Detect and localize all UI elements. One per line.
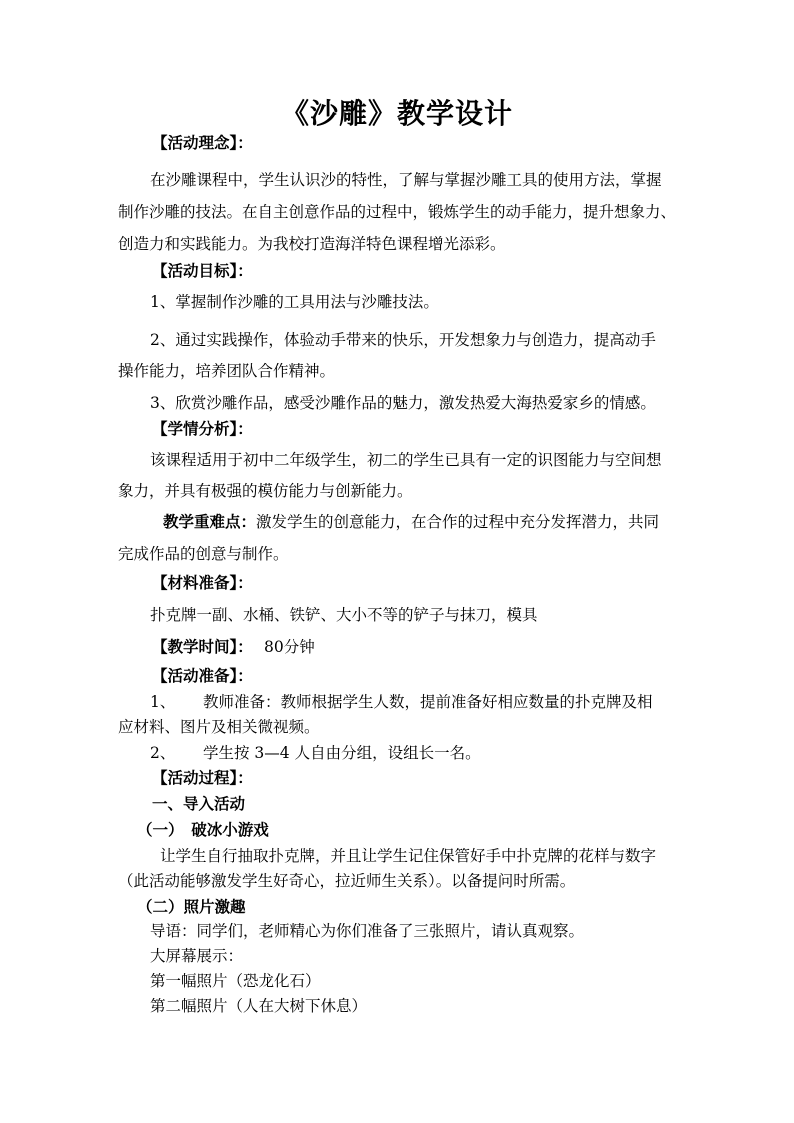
prep-item-1-cont: 应材料、图片及相关微视频。 xyxy=(118,718,320,736)
keypoints-line-2: 完成作品的创意与制作。 xyxy=(118,545,289,563)
concept-line-1: 在沙雕课程中，学生认识沙的特性，了解与掌握沙雕工具的使用方法，掌握 xyxy=(150,171,662,189)
prep-item-2-num: 2、 xyxy=(150,744,176,762)
sub2-line-4: 第二幅照片（人在大树下休息） xyxy=(150,997,368,1015)
time-value: 80分钟 xyxy=(264,638,315,656)
sub1-line-1: 让学生自行抽取扑克牌，并且让学生记住保管好手中扑克牌的花样与数字 xyxy=(160,847,657,865)
prep-item-2-text: 学生按 3—4 人自由分组，设组长一名。 xyxy=(203,744,481,762)
materials-text: 扑克牌一副、水桶、铁铲、大小不等的铲子与抹刀，模具 xyxy=(150,606,538,624)
goal-line-4: 3、欣赏沙雕作品，感受沙雕作品的魅力，激发热爱大海热爱家乡的情感。 xyxy=(150,394,656,412)
analysis-line-1: 该课程适用于初中二年级学生，初二的学生已具有一定的识图能力与空间想 xyxy=(150,451,662,469)
concept-line-3: 创造力和实践能力。为我校打造海洋特色课程增光添彩。 xyxy=(118,235,506,253)
goal-line-1: 1、掌握制作沙雕的工具用法与沙雕技法。 xyxy=(150,293,439,311)
analysis-heading: 【学情分析】： xyxy=(152,419,253,438)
document-title: 《沙雕》教学设计 xyxy=(280,97,513,130)
goal-line-2: 2、通过实践操作，体验动手带来的快乐，开发想象力与创造力，提高动手 xyxy=(150,331,656,349)
sub2-line-3: 第一幅照片（恐龙化石） xyxy=(150,972,321,990)
prep-item-1-text: 教师准备：教师根据学生人数，提前准备好相应数量的扑克牌及相 xyxy=(203,693,653,711)
process-section-1: 一、导入活动 xyxy=(152,794,246,813)
process-sub-2: （二）照片激趣 xyxy=(137,897,246,916)
process-sub-1: （一） 破冰小游戏 xyxy=(137,820,269,839)
materials-heading: 【材料准备】： xyxy=(152,573,253,592)
analysis-line-2: 象力，并具有极强的模仿能力与创新能力。 xyxy=(118,482,413,500)
goals-heading: 【活动目标】： xyxy=(152,261,253,280)
concept-heading: 【活动理念】： xyxy=(152,133,253,152)
concept-line-2: 制作沙雕的技法。在自主创意作品的过程中，锻炼学生的动手能力，提升想象力、 xyxy=(118,203,677,221)
goal-line-3: 操作能力，培养团队合作精神。 xyxy=(118,362,336,380)
prep-heading: 【活动准备】： xyxy=(152,666,253,685)
sub1-line-2: （此活动能够激发学生好奇心，拉近师生关系）。以备提问时所需。 xyxy=(118,872,576,890)
process-heading: 【活动过程】： xyxy=(152,768,253,787)
keypoints-label: 教学重难点： xyxy=(163,512,257,531)
sub2-line-1: 导语：同学们，老师精心为你们准备了三张照片，请认真观察。 xyxy=(150,922,585,940)
time-heading: 【教学时间】： xyxy=(152,637,253,656)
sub2-line-2: 大屏幕展示： xyxy=(150,947,244,965)
keypoints-line-1: 激发学生的创意能力，在合作的过程中充分发挥潜力，共同 xyxy=(256,513,660,531)
prep-item-1-num: 1、 xyxy=(150,693,176,711)
